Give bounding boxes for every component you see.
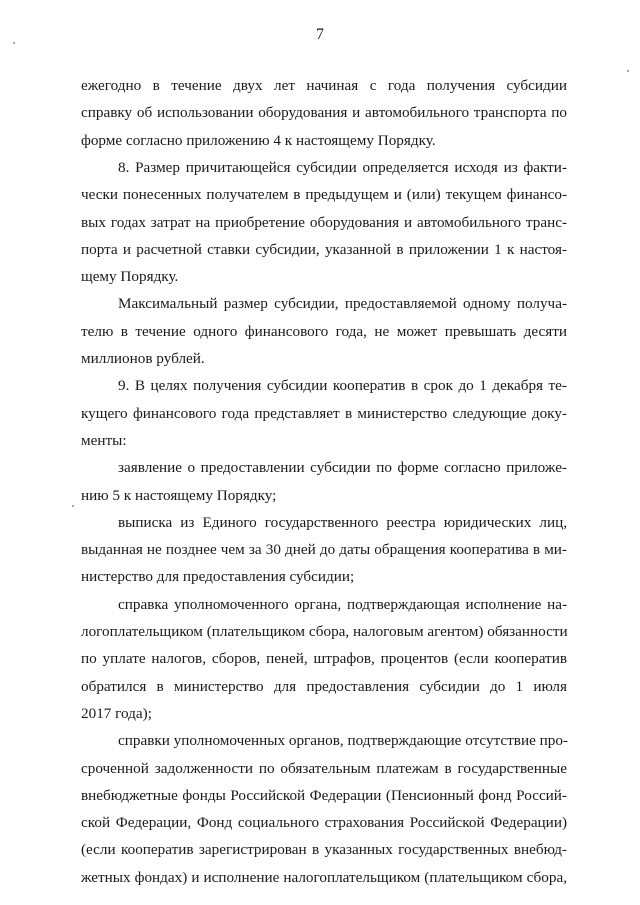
scan-speck (13, 42, 15, 44)
page-number: 7 (316, 26, 324, 43)
text-line: выданная не позднее чем за 30 дней до даты обращения кооператива в ми- (81, 541, 567, 558)
text-line: 2017 года); (81, 705, 152, 722)
paragraph-first-line: выписка из Единого государственного реестра юридических лиц, (118, 514, 567, 531)
text-line: щему Порядку. (81, 268, 179, 285)
text-line: ежегодно в течение двух лет начиная с года получения субсидии (81, 77, 567, 94)
text-line: внебюджетные фонды Российской Федерации (Пенсионный фонд Россий- (81, 787, 567, 804)
paragraph-first-line: справка уполномоченного органа, подтверждающая исполнение на- (118, 596, 567, 613)
text-line: по уплате налогов, сборов, пеней, штрафов, процентов (если кооператив (81, 650, 567, 667)
text-line: порта и расчетной ставки субсидии, указанной в приложении 1 к настоя- (81, 241, 567, 258)
text-line: миллионов рублей. (81, 350, 205, 367)
text-line: менты: (81, 432, 127, 449)
text-line: жетных фондах) и исполнение налогоплательщиком (плательщиком сбора, (81, 869, 567, 886)
paragraph-first-line: Максимальный размер субсидии, предоставляемой одному получа- (118, 295, 567, 312)
text-line: кущего финансового года представляет в министерство следующие доку- (81, 405, 567, 422)
text-line: телю в течение одного финансового года, не может превышать десяти (81, 323, 567, 340)
text-line: чески понесенных получателем в предыдущем и (или) текущем финансо- (81, 186, 567, 203)
text-line: форме согласно приложению 4 к настоящему Порядку. (81, 132, 436, 149)
text-line: ской Федерации, Фонд социального страхования Российской Федерации) (81, 814, 567, 831)
text-line: нию 5 к настоящему Порядку; (81, 487, 277, 504)
paragraph-first-line: 9. В целях получения субсидии кооператив в срок до 1 декабря те- (118, 377, 567, 394)
paragraph-first-line: заявление о предоставлении субсидии по форме согласно приложе- (118, 459, 567, 476)
text-line: логоплательщиком (плательщиком сбора, налоговым агентом) обязанности (81, 623, 568, 640)
text-line: нистерство для предоставления субсидии; (81, 568, 355, 585)
paragraph-first-line: справки уполномоченных органов, подтверждающие отсутствие про- (118, 732, 568, 749)
text-line: справку об использовании оборудования и автомобильного транспорта по (81, 104, 567, 121)
text-line: (если кооператив зарегистрирован в указанных государственных внебюд- (81, 841, 567, 858)
scan-speck (627, 70, 629, 72)
scan-speck (72, 505, 74, 507)
text-line: сроченной задолженности по обязательным платежам в государственные (81, 760, 567, 777)
text-line: обратился в министерство для предоставления субсидии до 1 июля (81, 678, 567, 695)
paragraph-first-line: 8. Размер причитающейся субсидии определяется исходя из факти- (118, 159, 567, 176)
text-line: вых годах затрат на приобретение оборудования и автомобильного транс- (81, 214, 567, 231)
